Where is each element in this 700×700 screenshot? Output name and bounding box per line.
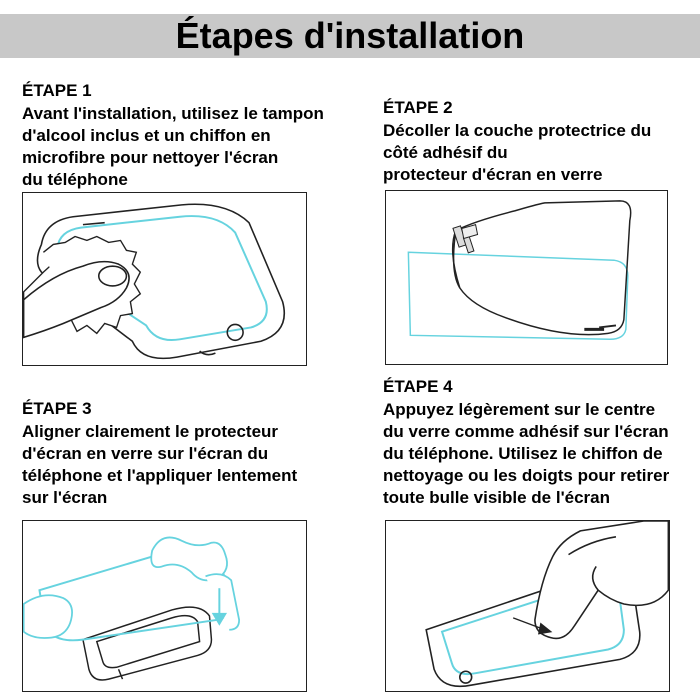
- step-1-illustration: [22, 192, 307, 366]
- peel-film-illustration: [386, 191, 667, 364]
- step-4-illustration: [385, 520, 670, 692]
- align-glass-illustration: [23, 521, 306, 691]
- step-2-title: ÉTAPE 2: [383, 98, 453, 117]
- step-1-title: ÉTAPE 1: [22, 81, 92, 100]
- step-3-text: Aligner clairement le protecteur d'écran en verre sur l'écran du téléphone et l'appliquer lentement sur l'écran: [22, 422, 298, 507]
- step-3-illustration: [22, 520, 307, 692]
- press-screen-illustration: [386, 521, 669, 691]
- step-4-text: Appuyez légèrement sur le centre du verre comme adhésif sur l'écran du téléphone. Utilisez le chiffon de nettoyage ou les doigts pour retirer toute bulle visible de l'écran: [383, 400, 670, 507]
- step-4-title: ÉTAPE 4: [383, 377, 453, 396]
- step-3-title: ÉTAPE 3: [22, 399, 92, 418]
- step-2-text: Décoller la couche protectrice du côté adhésif du protecteur d'écran en verre: [383, 121, 652, 184]
- cleaning-phone-illustration: [23, 193, 306, 365]
- page-title: Étapes d'installation: [175, 15, 525, 56]
- step-2-illustration: [385, 190, 668, 365]
- title-banner: [0, 14, 700, 58]
- step-1-text: Avant l'installation, utilisez le tampon d'alcool inclus et un chiffon en microfibre pour nettoyer l'écran du téléphone: [22, 104, 324, 189]
